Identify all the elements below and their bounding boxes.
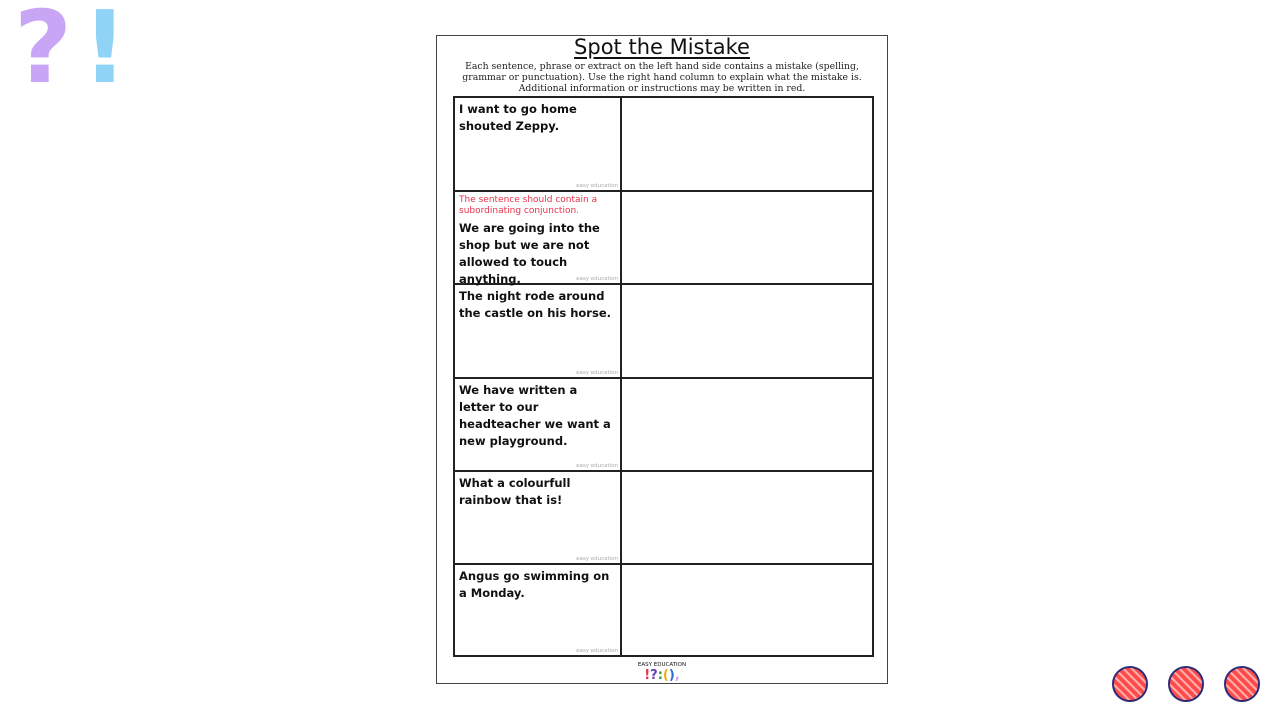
- watermark: easy education: [576, 276, 618, 282]
- scribble-dot-icon[interactable]: [1168, 666, 1204, 702]
- worksheet: [436, 35, 888, 684]
- table-row: [455, 285, 872, 379]
- answer-cell[interactable]: [622, 565, 872, 655]
- answer-cell[interactable]: [622, 192, 872, 283]
- sentence-text: I want to go home shouted Zeppy.: [459, 102, 577, 133]
- sentence-cell: [455, 379, 622, 470]
- table-row: [455, 98, 872, 192]
- sentence-cell: [455, 565, 622, 655]
- watermark: easy education: [576, 370, 618, 376]
- table-row: [455, 192, 872, 285]
- footer-logo: [437, 662, 887, 682]
- exclamation-mark-icon: !: [82, 0, 128, 106]
- worksheet-instructions: Each sentence, phrase or extract on the left hand side contains a mistake (spelling, grammar or punctuation). Use the right hand column to explain what the mistake is. Additional information or instructions may be written in red.: [462, 61, 862, 94]
- punctuation-logo-icon: !?:(),: [644, 668, 680, 683]
- answer-cell[interactable]: [622, 379, 872, 470]
- sentence-cell: [455, 472, 622, 563]
- worksheet-title: Spot the Mistake: [574, 35, 750, 59]
- answer-cell[interactable]: [622, 98, 872, 190]
- table-row: [455, 472, 872, 565]
- sentence-cell: [455, 192, 622, 286]
- table-row: [455, 379, 872, 472]
- scribble-dot-icon[interactable]: [1112, 666, 1148, 702]
- scribble-dot-icon[interactable]: [1224, 666, 1260, 702]
- red-instruction-note: The sentence should contain a subordinating conjunction.: [459, 195, 598, 216]
- sentence-text: We are going into the shop but we are not allowed to touch anything.: [459, 221, 600, 286]
- brand-logo: [10, 0, 128, 106]
- watermark: easy education: [576, 648, 618, 654]
- answer-cell[interactable]: [622, 285, 872, 377]
- footer-brand-text: EASY EDUCATION: [637, 662, 687, 668]
- sentence-cell: [455, 98, 622, 190]
- question-mark-icon: ?: [14, 0, 73, 106]
- answer-cell[interactable]: [622, 472, 872, 563]
- sentence-text: Angus go swimming on a Monday.: [459, 569, 610, 600]
- watermark: easy education: [576, 463, 618, 469]
- table-row: [455, 565, 872, 655]
- slide-navigation: [1112, 666, 1260, 702]
- mistake-table: [453, 96, 874, 657]
- watermark: easy education: [576, 183, 618, 189]
- sentence-text: The night rode around the castle on his horse.: [459, 289, 611, 320]
- sentence-cell: [455, 285, 622, 377]
- sentence-text: What a colourfull rainbow that is!: [459, 476, 571, 507]
- watermark: easy education: [576, 556, 618, 562]
- sentence-text: We have written a letter to our headteacher we want a new playground.: [459, 383, 611, 448]
